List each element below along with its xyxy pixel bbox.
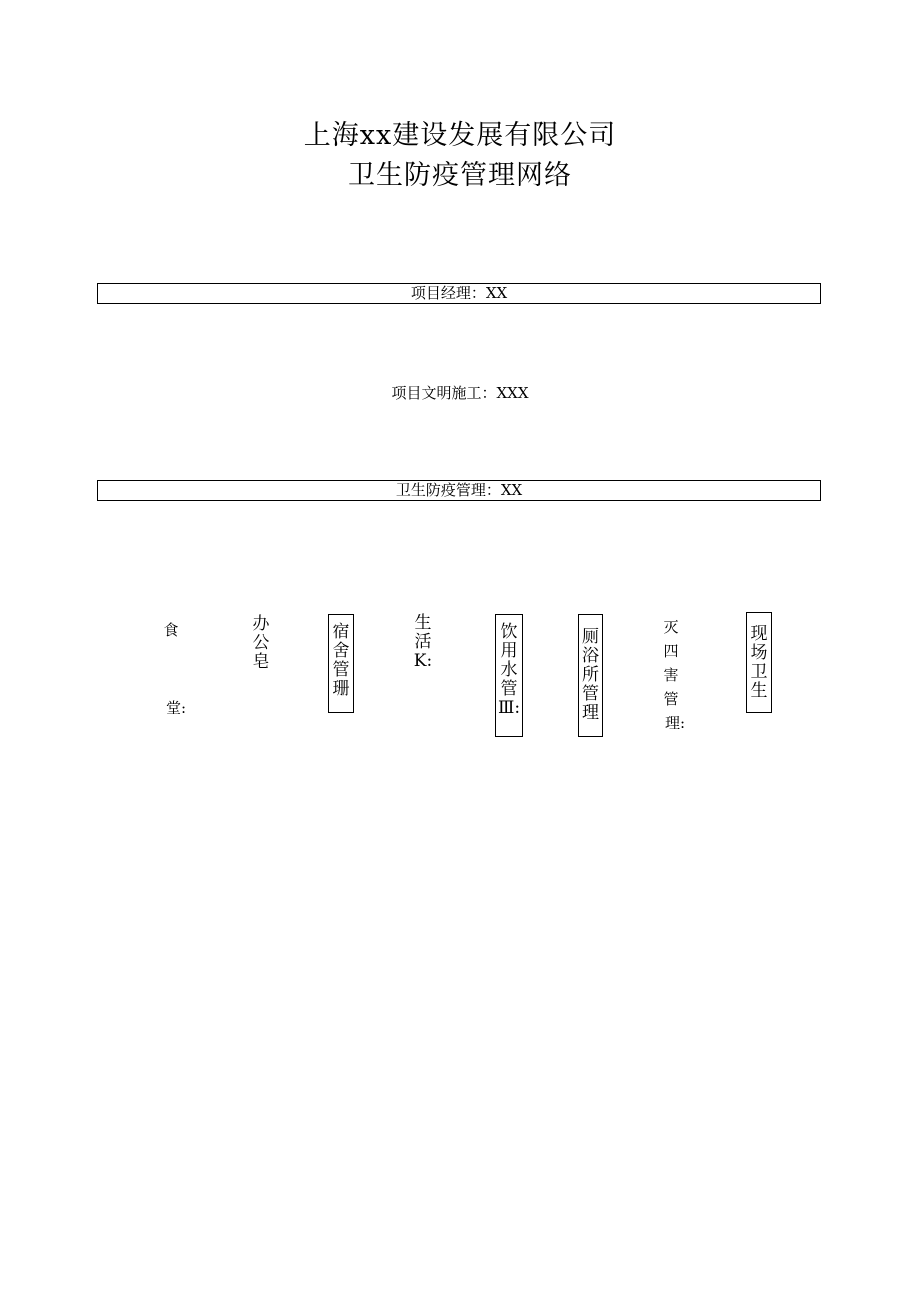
dept-site-hygiene-char: 卫 xyxy=(750,662,768,682)
dept-site-hygiene-char: 现 xyxy=(750,624,768,644)
dept-drinking-water-char: 管 xyxy=(500,679,518,699)
dept-pest-control-char: 管 xyxy=(663,690,679,708)
dept-pest-control-char: 理: xyxy=(664,714,686,732)
dept-canteen xyxy=(160,617,187,721)
civilized-construction-line: 项目文明施工：XXX xyxy=(391,384,529,402)
dept-site-hygiene xyxy=(746,612,772,713)
dept-canteen-char xyxy=(169,643,174,669)
dept-drinking-water xyxy=(495,614,523,737)
dept-office-char: 公 xyxy=(252,633,270,653)
dept-office-char: 皂 xyxy=(252,652,270,672)
dept-dormitory-char: 管 xyxy=(332,660,350,680)
dept-office-char: 办 xyxy=(252,614,270,634)
dept-pest-control-char: 四 xyxy=(663,642,679,660)
dept-site-hygiene-char: 场 xyxy=(750,643,768,663)
dept-drinking-water-char: Ⅲ: xyxy=(497,698,521,718)
company-title: 上海xx建设发展有限公司 xyxy=(303,120,617,151)
hygiene-manager-box: 卫生防疫管理：XX xyxy=(97,480,821,501)
dept-dormitory-char: 珊 xyxy=(332,679,350,699)
dept-toilet-bath-char: 理 xyxy=(582,703,599,723)
dept-living-char: 生 xyxy=(414,613,432,633)
dept-living-char: K: xyxy=(413,651,433,671)
dept-living-char: 活 xyxy=(414,632,432,652)
dept-drinking-water-char: 用 xyxy=(500,641,518,661)
dept-dormitory xyxy=(328,614,354,713)
dept-pest-control-char: 害 xyxy=(663,666,679,684)
document-title: 卫生防疫管理网络 xyxy=(348,160,572,191)
dept-drinking-water-char: 水 xyxy=(500,660,518,680)
dept-toilet-bath-char: 浴 xyxy=(582,646,599,666)
dept-pest-control-char: 灭 xyxy=(663,618,679,636)
dept-office xyxy=(250,615,272,672)
dept-canteen-char: 食 xyxy=(163,621,179,639)
dept-toilet-bath-char: 厕 xyxy=(582,627,599,647)
dept-toilet-bath xyxy=(578,614,603,737)
dept-drinking-water-char: 饮 xyxy=(500,622,518,642)
dept-pest-control xyxy=(660,615,686,735)
dept-site-hygiene-char: 生 xyxy=(750,681,768,701)
dept-dormitory-char: 舍 xyxy=(332,641,350,661)
project-manager-box: 项目经理：XX xyxy=(97,283,821,304)
dept-canteen-char xyxy=(169,669,174,695)
dept-living xyxy=(412,614,434,671)
dept-canteen-char: 堂: xyxy=(165,699,187,717)
dept-dormitory-char: 宿 xyxy=(332,622,350,642)
dept-toilet-bath-char: 管 xyxy=(582,684,599,704)
dept-toilet-bath-char: 所 xyxy=(582,665,599,685)
